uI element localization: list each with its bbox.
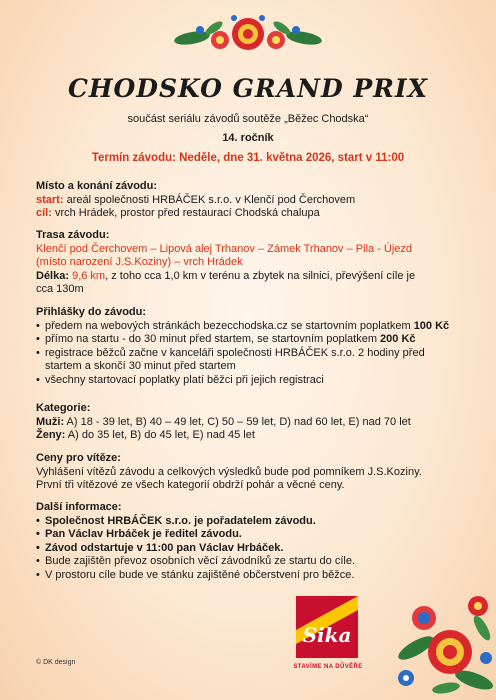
page-subtitle: součást seriálu závodů soutěže „Běžec Chodska“ bbox=[127, 113, 369, 125]
list-item: • Společnost HRBÁČEK s.r.o. je pořadatelem závodu. bbox=[36, 515, 476, 529]
floral-ornament-bottom-right bbox=[386, 588, 496, 700]
length-text: , z toho cca 1,0 km v terénu a zbytek na silnici, převýšení cíle je bbox=[105, 269, 416, 282]
page-title: CHODSKO GRAND PRIX bbox=[68, 74, 428, 103]
fee: 100 Kč bbox=[413, 319, 450, 332]
list-item: • Závod odstartuje v 11:00 pan Václav Hrbáček. bbox=[36, 542, 476, 556]
sika-logo-text: Sika bbox=[302, 623, 352, 647]
fee: 200 Kč bbox=[380, 333, 416, 345]
section-heading: Ceny pro vítěze: bbox=[36, 452, 121, 464]
categories-section bbox=[36, 402, 476, 443]
route-line: Klenčí pod Čerchovem – Lipová alej Trhanov – Zámek Trhanov – Pila - Újezd bbox=[36, 242, 413, 255]
section-heading: Další informace: bbox=[36, 501, 122, 513]
finish-text: vrch Hrádek, prostor před restaurací Chodská chalupa bbox=[51, 207, 320, 219]
floral-ornament-top bbox=[170, 10, 326, 56]
prizes-section bbox=[36, 452, 476, 493]
section-heading: Místo a konání závodu: bbox=[36, 180, 158, 192]
start-text: areál společnosti HRBÁČEK s.r.o. v Klenčí pod Čerchovem bbox=[63, 193, 356, 206]
start-line bbox=[36, 194, 476, 208]
registration-section bbox=[36, 306, 476, 387]
list-item: • předem na webových stránkách bezecchodska.cz se startovním poplatkem 100 Kč bbox=[36, 320, 476, 334]
design-credit: © DK design bbox=[36, 659, 76, 666]
race-date: Termín závodu: Neděle, dne 31. května 2026, start v 11:00 bbox=[91, 152, 405, 164]
sika-slogan: STAVÍME NA DŮVĚŘE bbox=[293, 664, 363, 670]
route-section bbox=[36, 229, 476, 297]
length-value: 9,6 km bbox=[69, 269, 106, 282]
finish-line bbox=[36, 207, 476, 221]
sika-logo bbox=[296, 596, 358, 658]
men-label: Muži: bbox=[36, 415, 65, 428]
length-line bbox=[36, 270, 476, 284]
location-section bbox=[36, 180, 476, 221]
list-item: • V prostoru cíle bude ve stánku zajištěné občerstvení pro běžce. bbox=[36, 569, 476, 583]
list-item: • přímo na startu - do 30 minut před startem, se startovním poplatkem 200 Kč bbox=[36, 333, 476, 347]
list-item: • všechny startovací poplatky platí běžci při jejich registraci bbox=[36, 374, 476, 388]
women-categories: Ženy: A) do 35 let, B) do 45 let, E) nad 45 let bbox=[36, 429, 255, 441]
list-item: • Pan Václav Hrbáček je ředitel závodu. bbox=[36, 528, 476, 542]
length-label: Délka: bbox=[36, 269, 70, 282]
list-item-continuation: startem a skončí 30 minut před startem bbox=[45, 360, 236, 372]
section-heading: Kategorie: bbox=[36, 402, 91, 414]
women-label: Ženy: bbox=[36, 429, 66, 441]
flower-icon bbox=[398, 596, 492, 686]
men-categories: Muži: A) 18 - 39 let, B) 40 – 49 let, C) 50 – 59 let, D) nad 60 let, E) nad 70 let bbox=[36, 415, 411, 428]
prizes-line: První tři vítězové ze všech kategorií obdrží pohár a věcné ceny. bbox=[36, 479, 345, 491]
section-heading: Přihlášky do závodu: bbox=[36, 306, 147, 318]
route-line: (místo narození J.S.Koziny) – vrch Hrádek bbox=[36, 256, 243, 268]
list-item: • registrace běžců začne v kanceláři společnosti HRBÁČEK s.r.o. 2 hodiny před bbox=[36, 347, 476, 361]
edition-label: 14. ročník bbox=[222, 132, 274, 144]
info-section bbox=[36, 501, 476, 582]
length-line: cca 130m bbox=[36, 283, 84, 295]
start-label: start: bbox=[36, 193, 64, 206]
list-item: • Bude zajištěn převoz osobních věcí závodníků ze startu do cíle. bbox=[36, 555, 476, 569]
section-heading: Trasa závodu: bbox=[36, 229, 110, 241]
finish-label: cíl: bbox=[36, 207, 52, 219]
prizes-line: Vyhlášení vítězů závodu a celkových výsledků bude pod pomníkem J.S.Koziny. bbox=[36, 465, 422, 478]
